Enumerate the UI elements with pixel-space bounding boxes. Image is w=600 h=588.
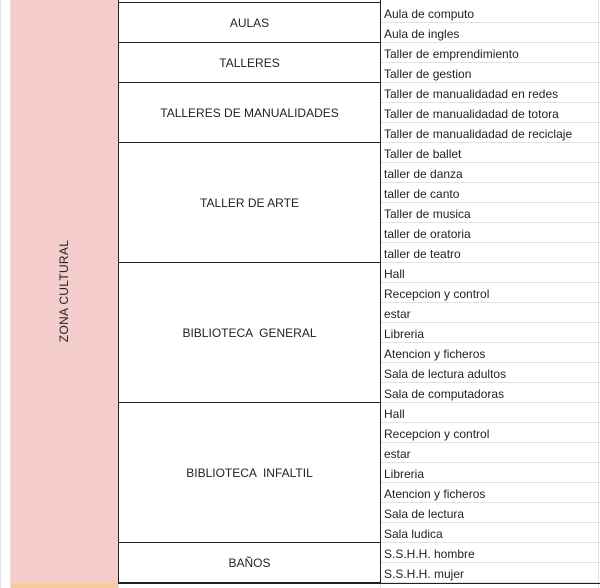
item-cell[interactable]: estar (384, 447, 411, 461)
gridline-horizontal (380, 422, 600, 423)
gridline-vertical (0, 0, 1, 588)
item-cell[interactable]: Taller de musica (384, 207, 471, 221)
item-cell[interactable]: Sala de lectura (384, 507, 465, 521)
zone-merged-cell[interactable] (10, 0, 118, 583)
item-cell[interactable]: Atencion y ficheros (384, 347, 486, 361)
item-cell[interactable]: Recepcion y control (384, 427, 490, 441)
item-cell[interactable]: S.S.H.H. mujer (384, 567, 465, 581)
item-cell[interactable]: Aula de ingles (384, 27, 460, 41)
item-cell[interactable]: Sala de computadoras (384, 387, 505, 401)
item-cell[interactable]: Taller de manualidadad en redes (384, 87, 559, 101)
item-cell[interactable]: S.S.H.H. hombre (384, 547, 475, 561)
item-cell[interactable]: Taller de ballet (384, 147, 462, 161)
zone-label: ZONA CULTURAL (57, 239, 71, 343)
gridline-horizontal (380, 322, 600, 323)
gridline-horizontal (380, 462, 600, 463)
table-bottom-border (118, 583, 600, 584)
column-border (380, 0, 381, 583)
item-cell[interactable]: Libreria (384, 327, 425, 341)
group-cell[interactable] (119, 263, 380, 403)
item-cell[interactable]: Aula de computo (384, 7, 475, 21)
group-label: BAÑOS (228, 555, 271, 570)
group-cell[interactable] (119, 83, 380, 143)
item-cell[interactable]: Sala de lectura adultos (384, 367, 507, 381)
item-cell[interactable]: taller de teatro (384, 247, 461, 261)
item-cell[interactable]: Taller de gestion (384, 67, 472, 81)
group-cell[interactable] (119, 403, 380, 543)
gridline-vertical (598, 0, 599, 588)
gridline-vertical (10, 0, 11, 588)
column-border (118, 0, 119, 583)
item-cell[interactable]: Hall (384, 267, 405, 281)
group-cell[interactable] (119, 143, 380, 263)
group-cell[interactable] (119, 2, 380, 43)
item-cell[interactable]: Sala ludica (384, 527, 443, 541)
item-cell[interactable]: Taller de emprendimiento (384, 47, 519, 61)
item-cell[interactable]: Libreria (384, 467, 425, 481)
group-label: TALLERES (219, 55, 280, 70)
group-label: AULAS (229, 15, 270, 30)
item-cell[interactable]: Hall (384, 407, 405, 421)
group-label: BIBLIOTECA GENERAL (182, 325, 317, 340)
next-zone-cell[interactable] (10, 583, 118, 588)
item-cell[interactable]: Recepcion y control (384, 287, 490, 301)
item-cell[interactable]: Taller de manualidadad de totora (384, 107, 559, 121)
group-label: BIBLIOTECA INFALTIL (186, 465, 313, 480)
item-cell[interactable]: taller de danza (384, 167, 463, 181)
gridline-horizontal (380, 282, 600, 283)
item-cell[interactable]: taller de oratoria (384, 227, 471, 241)
group-label: TALLERES DE MANUALIDADES (160, 105, 339, 120)
item-cell[interactable]: Atencion y ficheros (384, 487, 486, 501)
item-cell[interactable]: taller de canto (384, 187, 460, 201)
group-cell[interactable] (119, 543, 380, 583)
item-cell[interactable]: estar (384, 307, 411, 321)
item-cell[interactable]: Taller de manualidadad de reciclaje (384, 127, 573, 141)
group-cell[interactable] (119, 43, 380, 83)
group-label: TALLER DE ARTE (200, 195, 299, 210)
